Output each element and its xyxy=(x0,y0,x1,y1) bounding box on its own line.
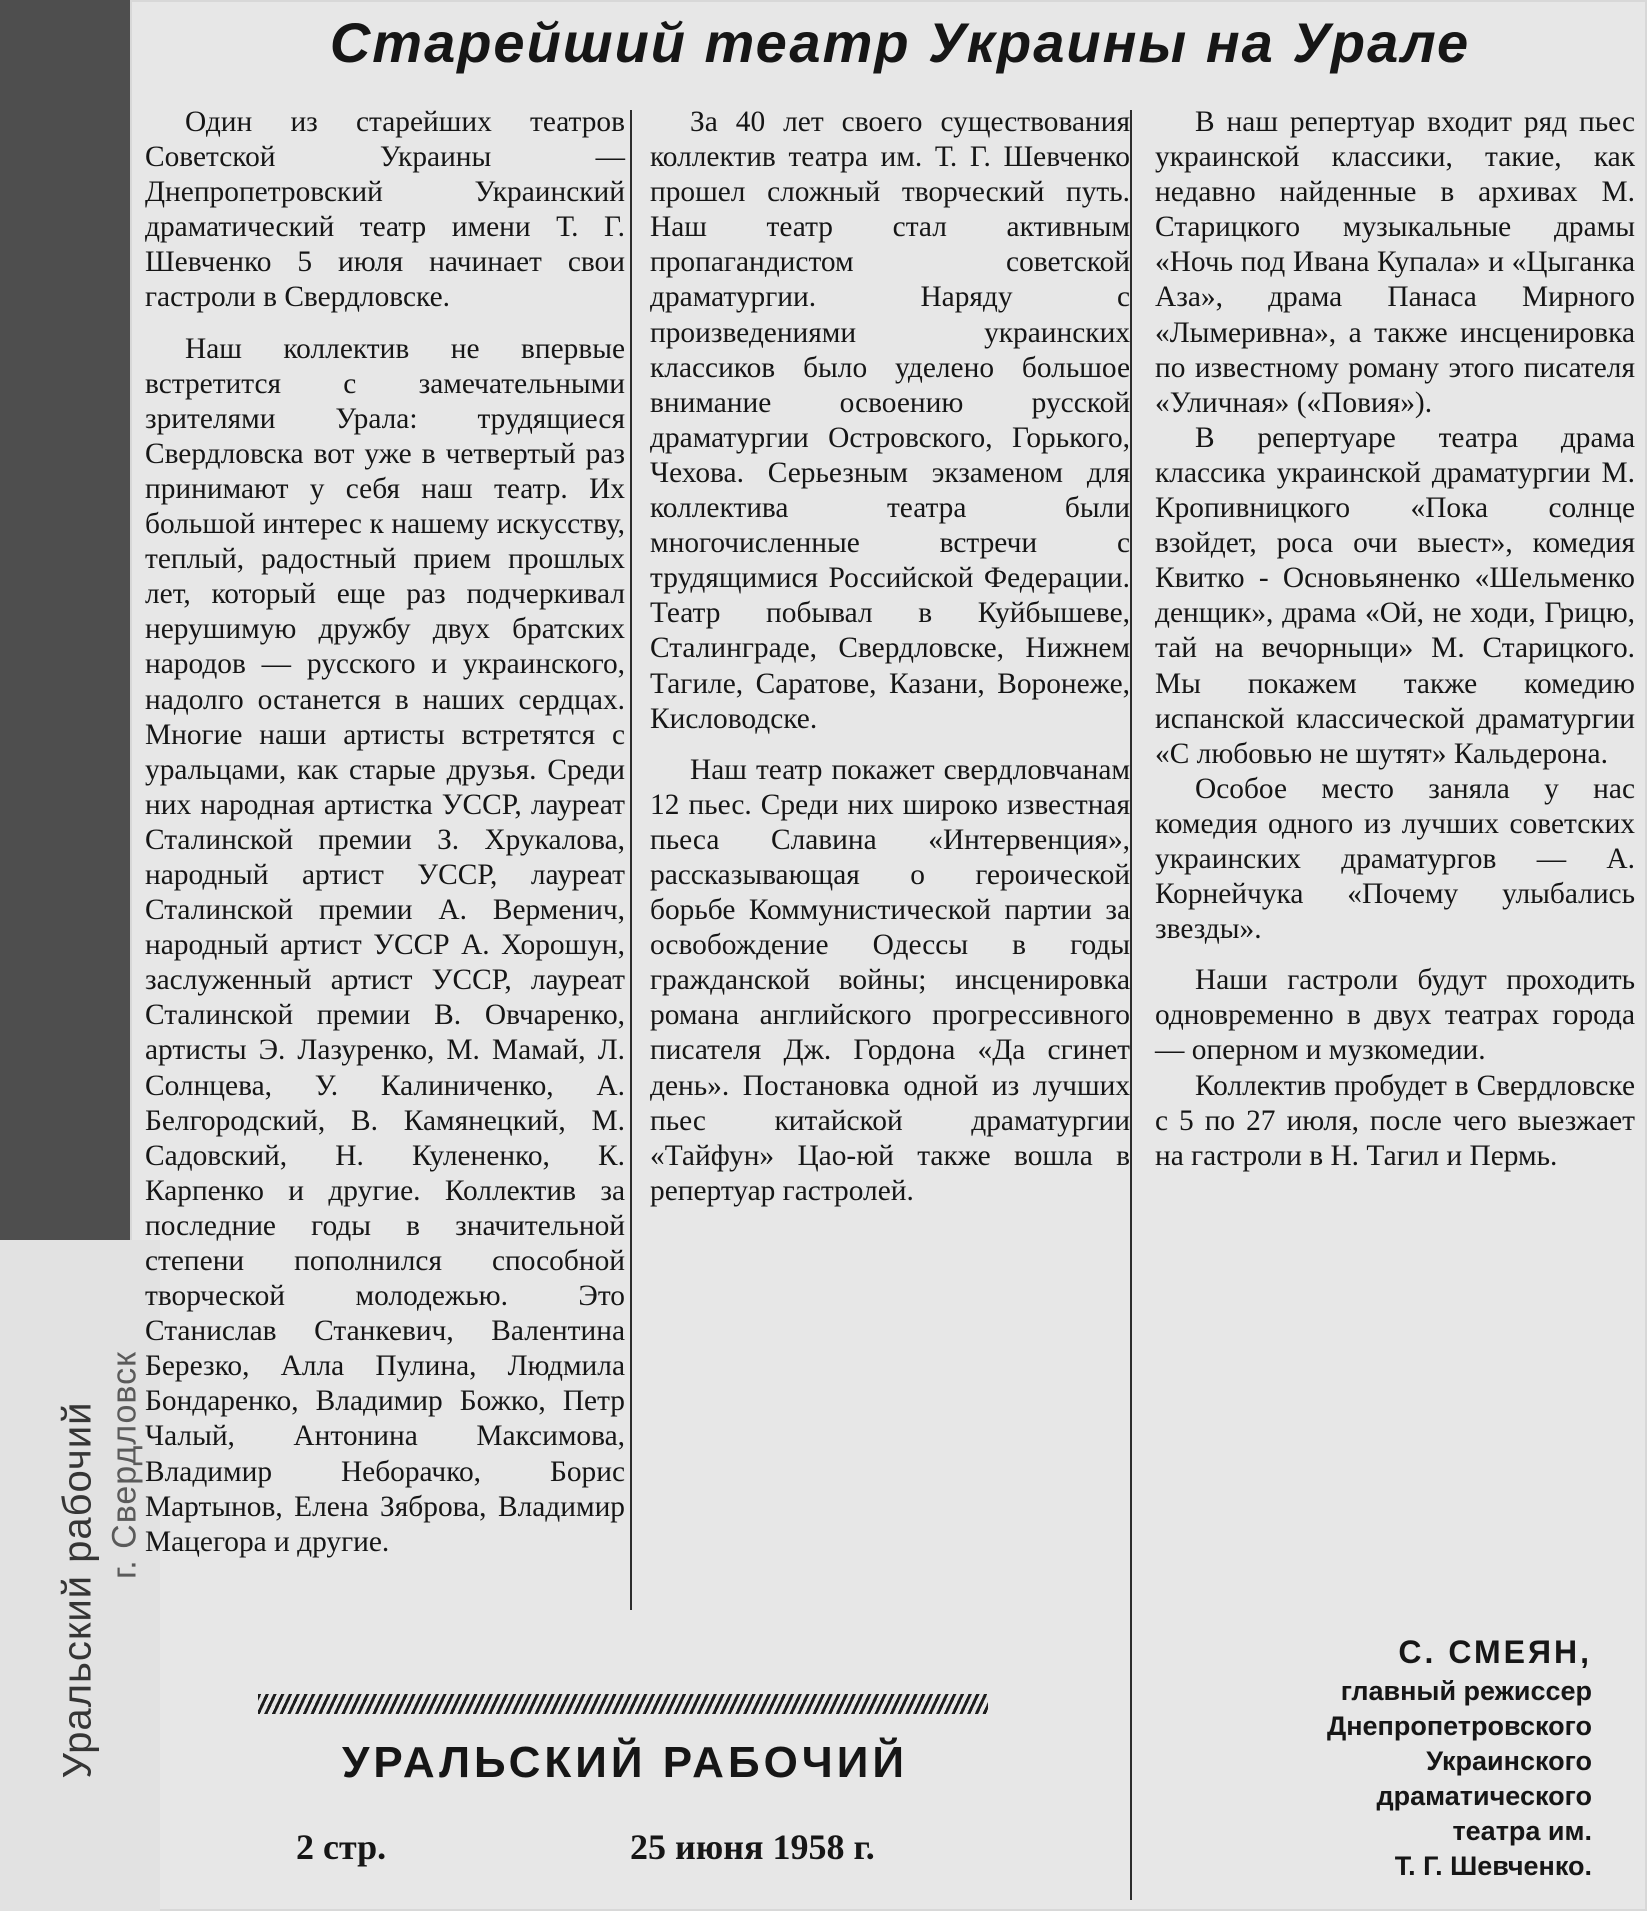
author-title-line: Т. Г. Шевченко. xyxy=(1394,1851,1592,1881)
paragraph: Наш театр покажет свердловчанам 12 пьес. Среди них широко известная пьеса Славина «Интервенция», рассказывающая о героической борьбе Коммунистической партии за освобождение Одессы в годы гражданской войны; инсценировка романа английского прогрессивного писателя Дж. Гордона «Да сгинет день». Постановка одной из лучших пьес китайской драматургии «Тайфун» Цао-юй также вошла в репертуар гастролей. xyxy=(650,753,1130,1207)
side-label-newspaper: Уральский рабочий xyxy=(55,1401,100,1779)
page-number: 2 стр. xyxy=(296,1827,387,1867)
article-column-3 xyxy=(1155,105,1635,1174)
paragraph: Наш коллектив не впервые встретится с замечательными зрителями Урала: трудящиеся Свердловска вот уже в четвертый раз принимают у себя наш театр. Их большой интерес к нашему искусству, теплый, радостный прием прошлых лет, который еще раз подчеркивал нерушимую дружбу двух братских народов — русского и украинского, надолго останется в наших сердцах. Многие наши артисты встретятся с уральцами, как старые друзья. Среди них народная артистка УССР, лауреат Сталинской премии З. Хрукалова, народный артист УССР, лауреат Сталинской премии А. Верменич, народный артист УССР А. Хорошун, заслуженный артист УССР, лауреат Сталинской премии В. Овчаренко, артисты Э. Лазуренко, М. Мамай, Л. Солнцева, У. Калиниченко, А. Белгородский, В. Камянецкий, М. Садовский, Н. Кулененко, К. Карпенко и другие. Коллектив за последние годы в значительной степени пополнился способной творческой молодежью. Это Станислав Станкевич, Валентина Березко, Алла Пулина, Людмила Бондаренко, Владимир Божко, Петр Чалый, Антонина Максимова, Владимир Неборачко, Борис Мартынов, Елена Зяброва, Владимир Мацегора и другие. xyxy=(145,332,625,1558)
paragraph: В наш репертуар входит ряд пьес украинской классики, такие, как недавно найденные в архивах М. Старицкого музыкальные драмы «Ночь под Ивана Купала» и «Цыганка Аза», драма Панаса Мирного «Лымеривна», а также инсценировка по известному роману этого писателя «Уличная» («Повия»). xyxy=(1155,106,1635,419)
author-title-line: драматического xyxy=(1376,1781,1592,1811)
author-title-line: Днепропетровского xyxy=(1326,1711,1592,1741)
author-title-line: главный режиссер xyxy=(1340,1676,1592,1706)
column-rule xyxy=(1130,110,1132,1900)
masthead-hatched-bar xyxy=(258,1694,988,1714)
paragraph: В репертуаре театра драма классика украинской драматургии М. Кропивницкого «Пока солнце взойдет, роса очи выест», комедия Квитко - Основьяненко «Шельменко денщик», драма «Ой, не ходи, Грицю, тай на вечорныци» М. Старицкого. Мы покажем также комедию испанской классической драматургии «С любовью не шутят» Кальдерона. xyxy=(1155,421,1635,770)
paragraph: Один из старейших театров Советской Украины — Днепропетровский Украинский драматический театр имени Т. Г. Шевченко 5 июля начинает свои гастроли в Свердловске. xyxy=(145,106,625,314)
paragraph: За 40 лет своего существования коллектив театра им. Т. Г. Шевченко прошел сложный творческий путь. Наш театр стал активным пропагандистом советской драматургии. Наряду с произведениями украинских классиков было уделено большое внимание освоению русской драматургии Островского, Горького, Чехова. Серьезным экзаменом для коллектива театра были многочисленные встречи с трудящимися Российской Федерации. Театр побывал в Куйбышеве, Сталинграде, Свердловске, Нижнем Тагиле, Саратове, Казани, Воронеже, Кисловодске. xyxy=(650,106,1130,735)
article-column-1 xyxy=(145,105,625,1777)
paragraph: Особое место заняла у нас комедия одного из лучших советских украинских драматургов — А. Корнейчука «Почему улыбались звезды». xyxy=(1155,772,1635,946)
author-title-line: Украинского xyxy=(1426,1746,1592,1776)
newspaper-name: УРАЛЬСКИЙ РАБОЧИЙ xyxy=(342,1738,908,1787)
side-label-city: г. Свердловск xyxy=(105,1351,144,1579)
paragraph: Коллектив пробудет в Свердловске с 5 по 27 июля, после чего выезжает на гастроли в Н. Тагил и Пермь. xyxy=(1155,1069,1635,1172)
author-title-line: театра им. xyxy=(1452,1816,1592,1846)
issue-date: 25 июня 1958 г. xyxy=(630,1827,875,1867)
column-rule xyxy=(630,110,632,1610)
paragraph: Наши гастроли будут проходить одновременно в двух театрах города — оперном и музкомедии. xyxy=(1155,964,1635,1067)
author-signature xyxy=(1327,1635,1592,1884)
article-column-2 xyxy=(650,105,1130,1209)
author-name: С. СМЕЯН, xyxy=(1398,1634,1592,1670)
article-headline: Старейший театр Украины на Урале xyxy=(329,11,1471,74)
